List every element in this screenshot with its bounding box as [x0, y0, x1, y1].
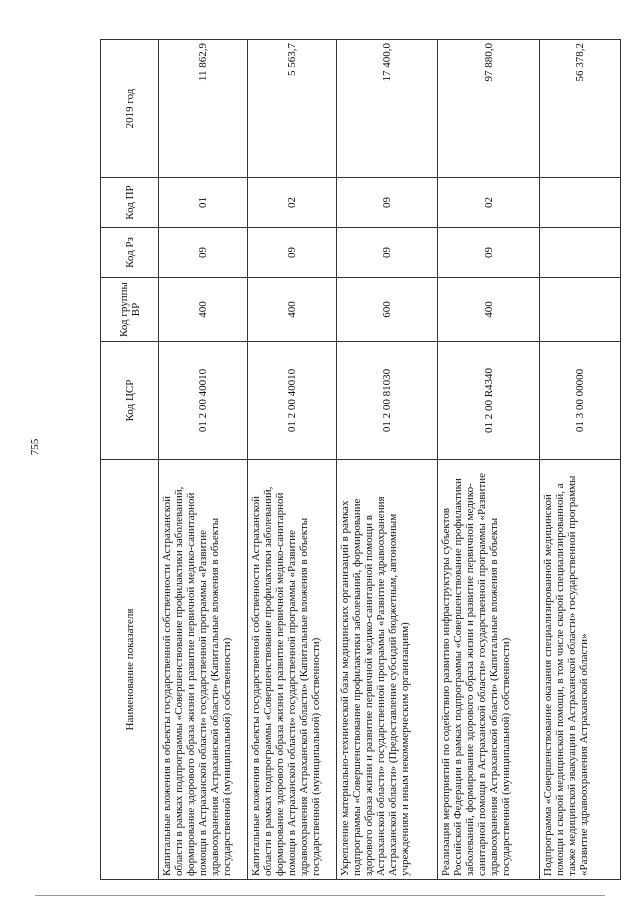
row-vr: 400 [159, 278, 248, 342]
row-rz: 09 [247, 228, 336, 278]
row-year: 97 880,0 [438, 40, 540, 178]
row-vr: 600 [336, 278, 438, 342]
row-rz: 09 [336, 228, 438, 278]
row-pr: 09 [336, 178, 438, 228]
row-csr: 01 2 00 40010 [247, 342, 336, 460]
row-vr: 400 [438, 278, 540, 342]
row-name: Капитальные вложения в объекты государственной собственности Астраханской области в рамках подпрограммы «Совершенствование профилактики заболеваний, формирование здорового образа жизни и развитие первичной медико-санитарной помощи в Астраханской области» государственной программы «Развитие здравоохранения Астраханской области» (Капитальные вложения в объекты государственной (муниципальной) собственности) [159, 460, 248, 880]
row-name: Укрепление материально-технической базы медицинских организаций в рамках подпрограммы «Совершенствование профилактики заболеваний, формирование здорового образа жизни и развитие первичной медико-санитарной помощи в Астраханской области» государственной программы «Развитие здравоохранения Астраханской области» (Предоставление субсидий бюджетным, автономным учреждениям и иным некоммерческим организациям) [336, 460, 438, 880]
table-header-row [101, 40, 159, 880]
row-pr: 02 [247, 178, 336, 228]
row-year: 5 563,7 [247, 40, 336, 178]
row-name: Подпрограмма «Совершенствование оказания специализированной медицинской помощи и скорой медицинской помощи, в том числе скорой специализированной, а также медицинской эвакуации в Астраханской области» государственной программы «Развитие здравоохранения Астраханской области» [540, 460, 621, 880]
row-csr: 01 2 00 81030 [336, 342, 438, 460]
row-rz: 09 [438, 228, 540, 278]
page-number: 755 [29, 438, 41, 456]
row-rz [540, 228, 621, 278]
row-name: Реализация мероприятий по содействию развитию инфраструктуры субъектов Российской Федерации в рамках подпрограммы «Совершенствование профилактики заболеваний, формирование здорового образа жизни и развитие первичной медико-санитарной помощи в Астраханской области» государственной программы «Развитие здравоохранения Астраханской области» (Капитальные вложения в объекты государственной (муниципальной) собственности) [438, 460, 540, 880]
table-row [336, 40, 438, 880]
budget-table [100, 39, 621, 880]
row-pr: 02 [438, 178, 540, 228]
row-year: 56 378,2 [540, 40, 621, 178]
header-name: Наименование показателя [101, 460, 159, 880]
table-row [540, 40, 621, 880]
header-pr: Код ПР [101, 178, 159, 228]
row-rz: 09 [159, 228, 248, 278]
header-csr: Код ЦСР [101, 342, 159, 460]
header-vr: Код группы ВР [101, 278, 159, 342]
row-year: 17 400,0 [336, 40, 438, 178]
table-row [247, 40, 336, 880]
row-year: 11 862,9 [159, 40, 248, 178]
row-pr: 01 [159, 178, 248, 228]
row-vr [540, 278, 621, 342]
header-year: 2019 год [101, 40, 159, 178]
row-vr: 400 [247, 278, 336, 342]
page-bottom-divider [35, 895, 605, 896]
row-csr: 01 2 00 40010 [159, 342, 248, 460]
row-name: Капитальные вложения в объекты государственной собственности Астраханской области в рамках подпрограммы «Совершенствование профилактики заболеваний, формирование здорового образа жизни и развитие первичной медико-санитарной помощи в Астраханской области» государственной программы «Развитие здравоохранения Астраханской области» (Капитальные вложения в объекты государственной (муниципальной) собственности) [247, 460, 336, 880]
row-csr: 01 2 00 R4340 [438, 342, 540, 460]
row-csr: 01 3 00 00000 [540, 342, 621, 460]
budget-table-rotated [100, 40, 621, 880]
table-row [438, 40, 540, 880]
header-rz: Код Рз [101, 228, 159, 278]
table-row [159, 40, 248, 880]
row-pr [540, 178, 621, 228]
